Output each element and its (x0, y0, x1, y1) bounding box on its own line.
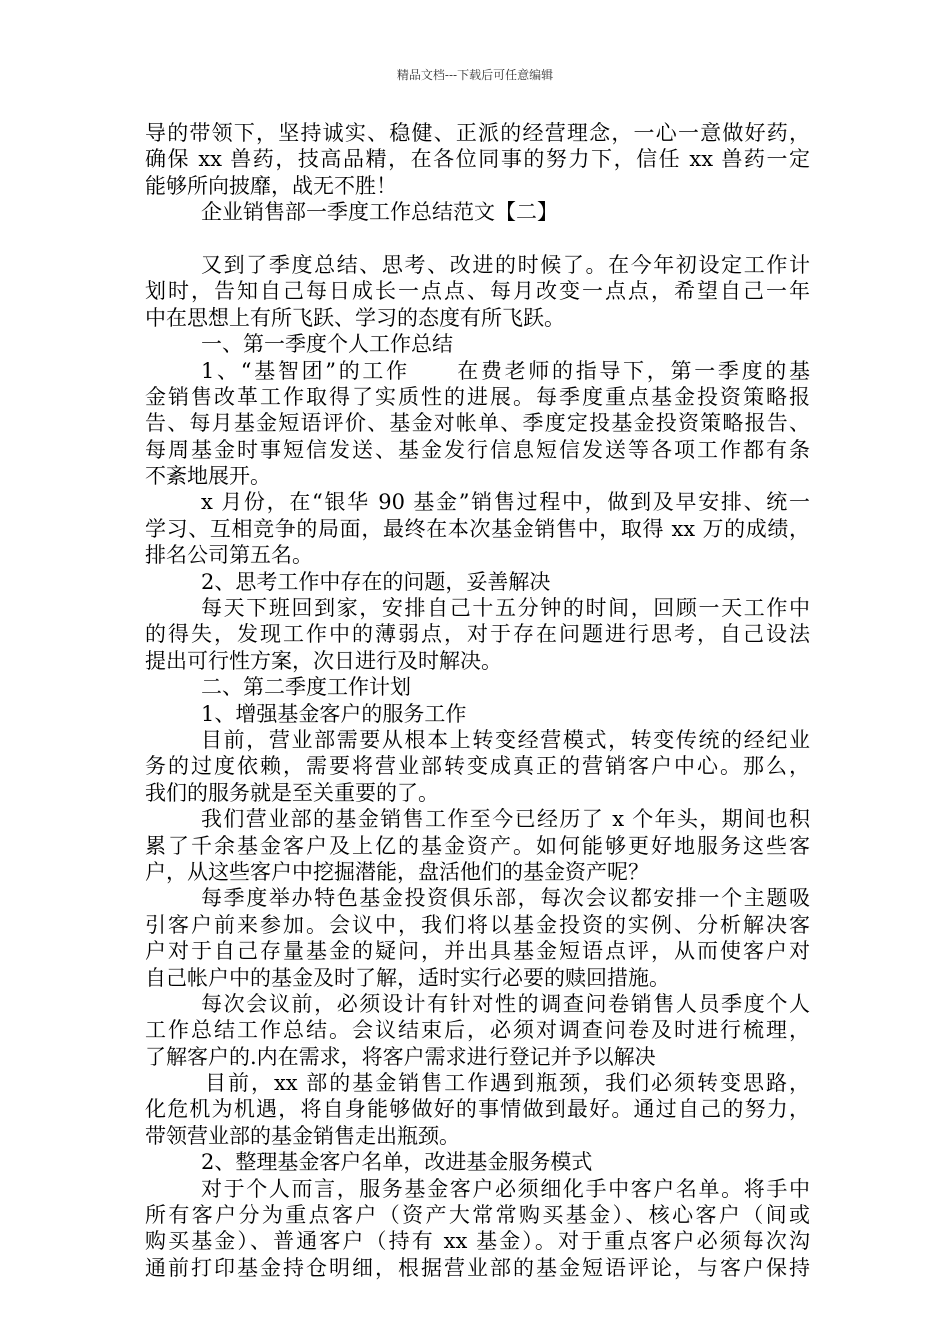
text-line: 导的带领下，坚持诚实、稳健、正派的经营理念，一心一意做好药， (145, 121, 810, 145)
text-line: 每天下班回到家，安排自己十五分钟的时间，回顾一天工作中 (201, 596, 810, 621)
text-line: 每周基金时事短信发送、基金发行信息短信发送等各项工作都有条 (145, 437, 810, 462)
text-line: 学习、互相竞争的局面，最终在本次基金销售中，取得 xx 万的成绩， (145, 516, 810, 541)
text-line: 告、每月基金短语评价、基金对帐单、季度定投基金投资策略报告、 (145, 411, 810, 436)
text-line: 每次会议前，必须设计有针对性的调查问卷销售人员季度个人 (201, 991, 810, 1016)
text-line: 带领营业部的基金销售走出瓶颈。 (145, 1123, 460, 1148)
text-line: 确保 xx 兽药，技高品精，在各位同事的努力下，信任 xx 兽药一定 (145, 147, 810, 172)
text-line: 中在思想上有所飞跃、学习的态度有所飞跃。 (145, 305, 565, 330)
text-line: 引客户前来参加。会议中，我们将以基金投资的实例、分析解决客 (145, 912, 810, 937)
text-line: 购买基金）、普通客户（持有 xx 基金）。对于重点客户必须每次沟 (145, 1229, 810, 1254)
text-line: 一、第一季度个人工作总结 (201, 332, 453, 357)
text-line: 我们的服务就是至关重要的了。 (145, 780, 439, 805)
text-line: 又到了季度总结、思考、改进的时候了。在今年初设定工作计 (201, 252, 810, 277)
text-line: 不紊地展开。 (145, 464, 271, 489)
text-line: 1、增强基金客户的服务工作 (201, 701, 467, 726)
page-header: 精品文档---下载后可任意编辑 (396, 68, 554, 82)
text-line: 2、思考工作中存在的问题，妥善解决 (201, 569, 551, 594)
text-line: 每季度举办特色基金投资俱乐部，每次会议都安排一个主题吸 (201, 886, 810, 911)
text-line: 对于个人而言，服务基金客户必须细化手中客户名单。将手中 (201, 1176, 810, 1201)
text-line: 我们营业部的基金销售工作至今已经历了 x 个年头，期间也积 (201, 807, 810, 832)
document-body (145, 120, 810, 1281)
text-line: 务的过度依赖，需要将营业部转变成真正的营销客户中心。那么， (145, 754, 810, 779)
text-line: 通前打印基金持仓明细，根据营业部的基金短语评论，与客户保持 (145, 1255, 810, 1280)
text-line: 自己帐户中的基金及时了解，适时实行必要的赎回措施。 (145, 965, 670, 990)
text-line: x 月份，在“银华 90 基金”销售过程中，做到及早安排、统一 (201, 490, 810, 515)
text-line: 化危机为机遇，将自身能够做好的事情做到最好。通过自己的努力， (145, 1097, 810, 1122)
blank-line (145, 226, 810, 252)
text-line: 金销售改革工作取得了实质性的进展。每季度重点基金投资策略报 (145, 384, 810, 409)
text-line: 工作总结工作总结。会议结束后，必须对调查问卷及时进行梳理， (145, 1018, 810, 1043)
text-line: 了解客户的.内在需求，将客户需求进行登记并予以解决 (145, 1044, 656, 1069)
text-line: 能够所向披靡，战无不胜！ (145, 173, 397, 198)
text-line: 目前，营业部需要从根本上转变经营模式，转变传统的经纪业 (201, 727, 810, 752)
text-line: 所有客户分为重点客户（资产大常常购买基金）、核心客户（间或 (145, 1203, 810, 1228)
text-line: 2、整理基金客户名单，改进基金服务模式 (201, 1150, 593, 1175)
text-line: 户对于自己存量基金的疑问，并出具基金短语点评，从而使客户对 (145, 939, 810, 964)
text-line: 提出可行性方案，次日进行及时解决。 (145, 648, 502, 673)
text-line: 企业销售部一季度工作总结范文【二】 (201, 200, 558, 225)
text-line: 累了千余基金客户及上亿的基金资产。如何能够更好地服务这些客 (145, 833, 810, 858)
text-line: 目前，xx 部的基金销售工作遇到瓶颈，我们必须转变思路， (205, 1071, 810, 1096)
text-line: 排名公司第五名。 (145, 543, 313, 568)
text-line: 1、“基智团”的工作 在费老师的指导下，第一季度的基 (201, 358, 810, 383)
text-line: 的得失，发现工作中的薄弱点，对于存在问题进行思考，自己设法 (145, 622, 810, 647)
text-line: 二、第二季度工作计划 (201, 675, 411, 700)
text-line: 户，从这些客户中挖掘潜能，盘活他们的基金资产呢？ (145, 859, 649, 884)
text-line: 划时，告知自己每日成长一点点、每月改变一点点，希望自己一年 (145, 279, 810, 304)
